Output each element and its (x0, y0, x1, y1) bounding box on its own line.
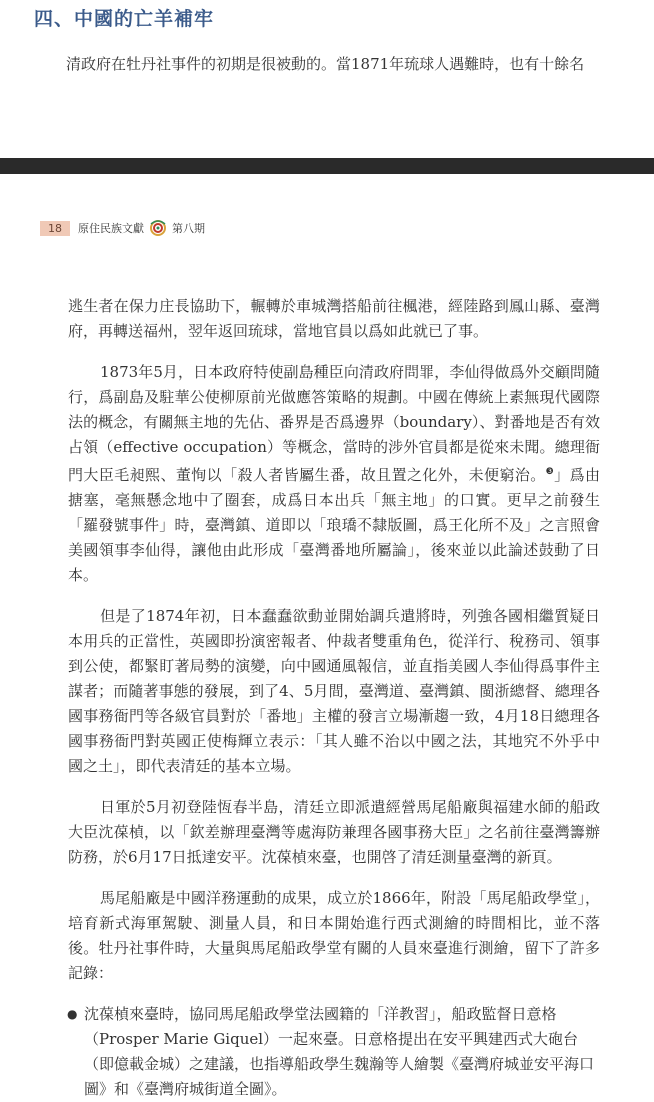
page-divider (0, 158, 654, 174)
issue-label: 第八期 (172, 222, 205, 235)
journal-title: 原住民族文獻 (78, 222, 144, 235)
page-number: 18 (40, 221, 70, 236)
paragraph: 1873年5月，日本政府特使副島種臣向清政府問罪，李仙得做爲外交顧問隨行，爲副島及駐華公使柳原前光做應答策略的規劃。中國在傳統上素無現代國際法的概念，有關無主地的先佔、番界是否爲邊界（boundary）、對番地是否有效占領（effective occupation）等概念，當時的涉外官員都是從來未聞。總理衙門大臣毛昶熙、董恂以「殺人者皆屬生番，故且置之化外，未便窮治。$^❸$」爲由搪塞，毫無懸念地中了圈套，成爲日本出兵「無主地」的口實。更早之前發生「羅發號事件」時，臺灣鎮、道即以「琅𤩝不隸版圖，爲王化所不及」之言照會美國領事李仙得，讓他由此形成「臺灣番地所屬論」，後來並以此論述鼓動了日本。 (68, 363, 600, 584)
paragraph: 逃生者在保力庄長協助下，輾轉於車城灣搭船前往楓港，經陸路到鳳山縣、臺灣府，再轉送福州，翌年返回琉球，當地官員以爲如此就已了事。 (68, 297, 600, 340)
article-body (68, 294, 600, 1102)
intro-line: 清政府在牡丹社事件的初期是很被動的。當1871年琉球人遇難時，也有十餘名 (66, 55, 585, 73)
section-heading: 四、中國的亡羊補牢 (34, 8, 215, 30)
list-item: ● 沈葆楨來臺時，協同馬尾船政學堂法國籍的「洋教習」，船政監督日意格（Prosper Marie Giquel）一起來臺。日意格提出在安平興建西式大砲台（即億載金城）之建議，也指導船政學生魏瀚等人繪製《臺灣府城並安平海口圖》和《臺灣府城街道全圖》。 (68, 1002, 600, 1102)
paragraph: 日軍於5月初登陸恆春半島，清廷立即派遣經營馬尾船廠與福建水師的船政大臣沈葆楨，以「欽差辦理臺灣等處海防兼理各國事務大臣」之名前往臺灣籌辦防務，於6月17日抵達安平。沈葆楨來臺，也開啓了清廷測量臺灣的新頁。 (68, 798, 600, 866)
paragraph: 但是了1874年初，日本蠢蠢欲動並開始調兵遣將時，列強各國相繼質疑日本用兵的正當性，英國即扮演密報者、仲裁者雙重角色，從洋行、稅務司、領事到公使，都緊盯著局勢的演變，向中國通風報信，並直指美國人李仙得爲事件主謀者；而隨著事態的發展，到了4、5月間，臺灣道、臺灣鎮、閩浙總督、總理各國事務衙門等各級官員對於「番地」主權的發言立場漸趨一致，4月18日總理各國事務衙門對英國正使梅輝立表示：「其人雖不治以中國之法，其地究不外乎中國之土」，即代表清廷的基本立場。 (68, 607, 600, 775)
journal-logo-icon (148, 219, 168, 237)
footnote-marker[interactable]: ❸ (545, 467, 555, 477)
paragraph: 馬尾船廠是中國洋務運動的成果，成立於1866年，附設「馬尾船政學堂」，培育新式海軍駕駛、測量人員，和日本開始進行西式測繪的時間相比，並不落後。牡丹社事件時，大量與馬尾船政學堂有關的人員來臺進行測繪，留下了許多記錄： (68, 889, 600, 982)
bullet-icon: ● (67, 1007, 78, 1021)
running-header (40, 219, 205, 237)
previous-page-bottom (0, 0, 654, 158)
